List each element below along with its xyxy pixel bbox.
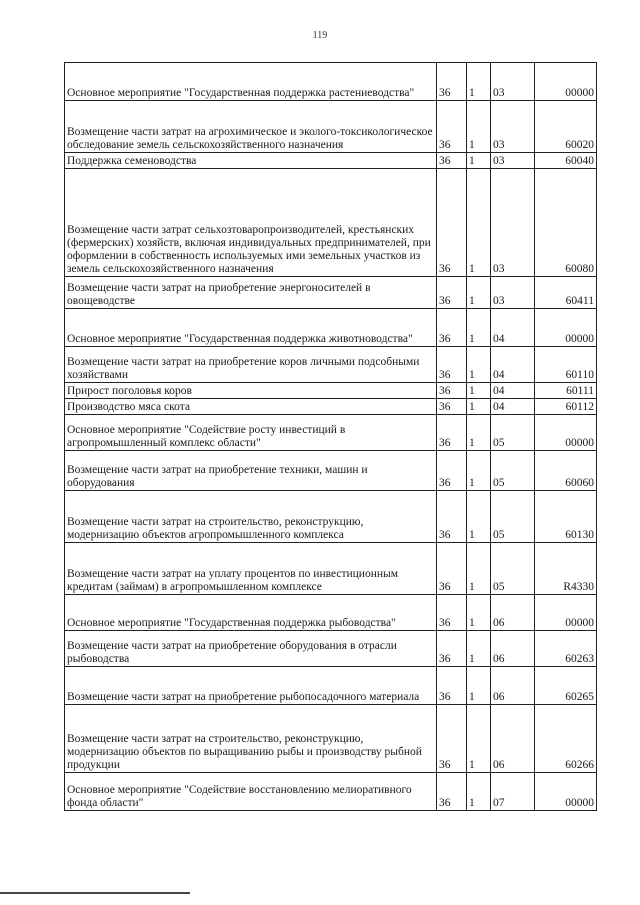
row-code-3: 04 [491,347,535,383]
row-code-1: 36 [437,631,467,667]
row-name: Основное мероприятие "Содействие росту инвестиций в агропромышленный комплекс области" [65,415,437,451]
table-row [65,451,597,491]
table-row [65,631,597,667]
row-code-1: 36 [437,543,467,595]
row-name: Возмещение части затрат на приобретение оборудования в отрасли рыбоводства [65,631,437,667]
row-code-3: 06 [491,667,535,705]
row-code-3: 04 [491,399,535,415]
table-row [65,705,597,773]
row-code-1: 36 [437,347,467,383]
row-code-2: 1 [467,415,491,451]
row-code-2: 1 [467,309,491,347]
row-code-2: 1 [467,347,491,383]
row-code-1: 36 [437,595,467,631]
row-code-1: 36 [437,491,467,543]
row-name: Возмещение части затрат сельхозтоваропроизводителей, крестьянских (фермерских) хозяйств, включая индивидуальных предпринимателей, при оформлении в собственность используемых ими земельных участков из земель сельскохозяйственного назначения [65,169,437,277]
table-row [65,169,597,277]
row-name: Возмещение части затрат на уплату процентов по инвестиционным кредитам (займам) в агропромышленном комплексе [65,543,437,595]
row-code-3: 04 [491,383,535,399]
row-code-1: 36 [437,101,467,153]
row-code-1: 36 [437,63,467,101]
table-row [65,101,597,153]
page-number: 119 [312,30,328,41]
row-code-3: 05 [491,415,535,451]
budget-classification-table [64,62,597,811]
row-name: Основное мероприятие "Государственная поддержка животноводства" [65,309,437,347]
table-row [65,491,597,543]
row-code-4: 00000 [535,309,597,347]
row-name: Возмещение части затрат на агрохимическое и эколого-токсикологическое обследование земель сельскохозяйственного назначения [65,101,437,153]
row-code-1: 36 [437,277,467,309]
row-name: Основное мероприятие "Государственная поддержка растениеводства" [65,63,437,101]
table-row [65,667,597,705]
footer-rule [0,892,190,894]
row-name: Возмещение части затрат на приобретение коров личными подсобными хозяйствами [65,347,437,383]
row-name: Возмещение части затрат на приобретение рыбопосадочного материала [65,667,437,705]
row-code-2: 1 [467,169,491,277]
row-code-2: 1 [467,491,491,543]
row-code-3: 03 [491,277,535,309]
row-code-3: 06 [491,595,535,631]
row-name: Возмещение части затрат на приобретение энергоносителей в овощеводстве [65,277,437,309]
row-code-2: 1 [467,451,491,491]
row-code-2: 1 [467,773,491,811]
row-code-1: 36 [437,773,467,811]
row-code-3: 06 [491,705,535,773]
row-code-2: 1 [467,667,491,705]
row-code-3: 05 [491,491,535,543]
row-code-3: 04 [491,309,535,347]
row-code-2: 1 [467,543,491,595]
row-code-4: 00000 [535,773,597,811]
row-code-2: 1 [467,595,491,631]
table-row [65,543,597,595]
row-code-3: 05 [491,543,535,595]
row-code-2: 1 [467,63,491,101]
row-code-4: 60130 [535,491,597,543]
row-code-1: 36 [437,399,467,415]
row-code-4: 60263 [535,631,597,667]
row-code-4: 60110 [535,347,597,383]
row-code-1: 36 [437,667,467,705]
table-row [65,277,597,309]
row-code-1: 36 [437,169,467,277]
row-code-4: 00000 [535,63,597,101]
row-name: Прирост поголовья коров [65,383,437,399]
table-row [65,595,597,631]
row-code-2: 1 [467,705,491,773]
row-code-2: 1 [467,101,491,153]
row-code-4: 60265 [535,667,597,705]
row-code-4: 00000 [535,595,597,631]
row-name: Возмещение части затрат на строительство, реконструкцию, модернизацию объектов агропромышленного комплекса [65,491,437,543]
row-code-3: 03 [491,63,535,101]
row-code-4: 00000 [535,415,597,451]
row-name: Производство мяса скота [65,399,437,415]
row-code-1: 36 [437,153,467,169]
row-code-4: 60111 [535,383,597,399]
row-code-4: 60040 [535,153,597,169]
row-code-3: 03 [491,169,535,277]
row-code-1: 36 [437,383,467,399]
row-code-2: 1 [467,631,491,667]
table-row [65,347,597,383]
row-code-1: 36 [437,451,467,491]
table-row [65,153,597,169]
row-code-4: 60080 [535,169,597,277]
row-code-4: R4330 [535,543,597,595]
row-code-3: 06 [491,631,535,667]
row-code-1: 36 [437,309,467,347]
row-code-4: 60411 [535,277,597,309]
table-row [65,63,597,101]
row-name: Поддержка семеноводства [65,153,437,169]
row-code-1: 36 [437,705,467,773]
row-code-2: 1 [467,399,491,415]
row-code-3: 07 [491,773,535,811]
table-row [65,415,597,451]
row-code-2: 1 [467,383,491,399]
row-name: Основное мероприятие "Содействие восстановлению мелиоративного фонда области" [65,773,437,811]
row-code-1: 36 [437,415,467,451]
row-code-3: 05 [491,451,535,491]
row-name: Возмещение части затрат на строительство, реконструкцию, модернизацию объектов по выращиванию рыбы и производству рыбной продукции [65,705,437,773]
row-code-4: 60060 [535,451,597,491]
row-code-3: 03 [491,101,535,153]
row-code-2: 1 [467,153,491,169]
row-code-4: 60020 [535,101,597,153]
row-code-3: 03 [491,153,535,169]
row-code-4: 60266 [535,705,597,773]
table-row [65,773,597,811]
table-row [65,399,597,415]
table-row [65,383,597,399]
row-name: Основное мероприятие "Государственная поддержка рыбоводства" [65,595,437,631]
table-row [65,309,597,347]
row-code-2: 1 [467,277,491,309]
row-name: Возмещение части затрат на приобретение техники, машин и оборудования [65,451,437,491]
row-code-4: 60112 [535,399,597,415]
